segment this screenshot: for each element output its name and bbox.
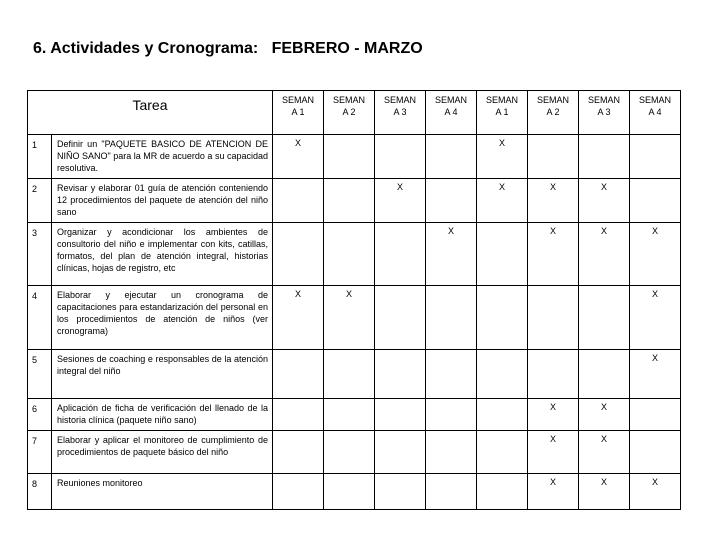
week-header-line2: A 4	[648, 107, 662, 117]
week-header-line2: A 4	[444, 107, 458, 117]
row-number: 5	[28, 350, 52, 399]
task-description: Aplicación de ficha de verificación del llenado de la historia clínica (paquete niño sano)	[52, 399, 273, 431]
schedule-cell-week-6	[528, 474, 579, 510]
schedule-cell-week-4	[426, 399, 477, 431]
schedule-cell-week-7	[579, 350, 630, 399]
schedule-cell-week-1	[273, 474, 324, 510]
schedule-mark: X	[651, 226, 658, 236]
week-header-7	[579, 91, 630, 135]
schedule-cell-week-4	[426, 474, 477, 510]
schedule-cell-week-4	[426, 286, 477, 350]
schedule-mark: X	[549, 477, 556, 487]
schedule-cell-week-8	[630, 350, 681, 399]
schedule-cell-week-1	[273, 135, 324, 179]
table-row	[28, 431, 681, 474]
week-header-4	[426, 91, 477, 135]
schedule-cell-week-7	[579, 223, 630, 286]
week-header-line1: SEMAN	[536, 95, 569, 105]
schedule-cell-week-5	[477, 286, 528, 350]
row-number: 3	[28, 223, 52, 286]
week-header-8	[630, 91, 681, 135]
schedule-mark: X	[396, 182, 403, 192]
week-header-line1: SEMAN	[434, 95, 467, 105]
schedule-mark: X	[549, 226, 556, 236]
row-number: 4	[28, 286, 52, 350]
schedule-cell-week-6	[528, 223, 579, 286]
week-header-line1: SEMAN	[587, 95, 620, 105]
task-description: Sesiones de coaching e responsables de la atención integral del niño	[52, 350, 273, 399]
schedule-cell-week-2	[324, 399, 375, 431]
schedule-cell-week-7	[579, 286, 630, 350]
row-number: 1	[28, 135, 52, 179]
schedule-cell-week-2	[324, 431, 375, 474]
header-row	[28, 91, 681, 135]
task-description: Elaborar y aplicar el monitoreo de cumplimiento de procedimientos de paquete básico del niño	[52, 431, 273, 474]
schedule-cell-week-7	[579, 179, 630, 223]
schedule-mark: X	[549, 402, 556, 412]
table-row	[28, 135, 681, 179]
schedule-cell-week-5	[477, 431, 528, 474]
week-header-line2: A 3	[597, 107, 611, 117]
schedule-cell-week-8	[630, 286, 681, 350]
task-description: Revisar y elaborar 01 guía de atención conteniendo 12 procedimientos del paquete de atención del niño sano	[52, 179, 273, 223]
schedule-cell-week-5	[477, 350, 528, 399]
schedule-cell-week-8	[630, 399, 681, 431]
schedule-cell-week-7	[579, 474, 630, 510]
row-number: 8	[28, 474, 52, 510]
week-header-line1: SEMAN	[638, 95, 671, 105]
schedule-cell-week-4	[426, 223, 477, 286]
schedule-cell-week-1	[273, 223, 324, 286]
schedule-cell-week-3	[375, 179, 426, 223]
week-header-line2: A 1	[291, 107, 305, 117]
schedule-cell-week-2	[324, 350, 375, 399]
schedule-cell-week-4	[426, 431, 477, 474]
schedule-mark: X	[498, 138, 505, 148]
schedule-cell-week-6	[528, 431, 579, 474]
schedule-mark: X	[345, 289, 352, 299]
schedule-cell-week-2	[324, 474, 375, 510]
schedule-cell-week-8	[630, 135, 681, 179]
schedule-cell-week-1	[273, 399, 324, 431]
week-header-line1: SEMAN	[383, 95, 416, 105]
schedule-cell-week-2	[324, 286, 375, 350]
row-number: 2	[28, 179, 52, 223]
schedule-cell-week-6	[528, 135, 579, 179]
table-row	[28, 223, 681, 286]
schedule-mark: X	[651, 353, 658, 363]
week-header-5	[477, 91, 528, 135]
week-header-line1: SEMAN	[332, 95, 365, 105]
schedule-cell-week-8	[630, 474, 681, 510]
task-column-header: Tarea	[28, 91, 273, 135]
week-header-line1: SEMAN	[485, 95, 518, 105]
schedule-mark: X	[600, 402, 607, 412]
schedule-cell-week-7	[579, 135, 630, 179]
schedule-cell-week-3	[375, 135, 426, 179]
schedule-table	[27, 90, 681, 510]
schedule-mark: X	[498, 182, 505, 192]
schedule-mark: X	[549, 182, 556, 192]
schedule-mark: X	[294, 138, 301, 148]
schedule-cell-week-3	[375, 474, 426, 510]
schedule-cell-week-1	[273, 179, 324, 223]
schedule-cell-week-3	[375, 286, 426, 350]
schedule-cell-week-6	[528, 350, 579, 399]
table-row	[28, 399, 681, 431]
schedule-cell-week-8	[630, 179, 681, 223]
schedule-cell-week-8	[630, 223, 681, 286]
schedule-cell-week-3	[375, 431, 426, 474]
week-header-line1: SEMAN	[281, 95, 314, 105]
schedule-mark: X	[600, 182, 607, 192]
schedule-cell-week-5	[477, 135, 528, 179]
schedule-cell-week-3	[375, 399, 426, 431]
schedule-cell-week-3	[375, 350, 426, 399]
schedule-cell-week-5	[477, 399, 528, 431]
schedule-cell-week-3	[375, 223, 426, 286]
week-header-line2: A 2	[546, 107, 560, 117]
schedule-mark: X	[600, 434, 607, 444]
task-description: Definir un "PAQUETE BASICO DE ATENCION DE NIÑO SANO" para la MR de acuerdo a su capacidad resolutiva.	[52, 135, 273, 179]
schedule-mark: X	[651, 289, 658, 299]
schedule-cell-week-1	[273, 350, 324, 399]
schedule-cell-week-6	[528, 399, 579, 431]
week-header-1	[273, 91, 324, 135]
task-description: Elaborar y ejecutar un cronograma de capacitaciones para estandarización del personal en los procedimientos de atención de niños (ver cronograma)	[52, 286, 273, 350]
schedule-cell-week-2	[324, 135, 375, 179]
row-number: 6	[28, 399, 52, 431]
schedule-cell-week-6	[528, 179, 579, 223]
schedule-cell-week-1	[273, 431, 324, 474]
schedule-cell-week-5	[477, 223, 528, 286]
schedule-body	[28, 91, 681, 510]
week-header-line2: A 1	[495, 107, 509, 117]
table-row	[28, 474, 681, 510]
schedule-cell-week-4	[426, 135, 477, 179]
table-row	[28, 350, 681, 399]
schedule-cell-week-5	[477, 179, 528, 223]
week-header-3	[375, 91, 426, 135]
week-header-line2: A 3	[393, 107, 407, 117]
task-description: Reuniones monitoreo	[52, 474, 273, 510]
schedule-cell-week-1	[273, 286, 324, 350]
week-header-6	[528, 91, 579, 135]
schedule-cell-week-8	[630, 431, 681, 474]
schedule-mark: X	[549, 434, 556, 444]
schedule-cell-week-2	[324, 223, 375, 286]
week-header-2	[324, 91, 375, 135]
schedule-cell-week-7	[579, 399, 630, 431]
schedule-cell-week-5	[477, 474, 528, 510]
schedule-cell-week-4	[426, 179, 477, 223]
table-row	[28, 179, 681, 223]
schedule-cell-week-4	[426, 350, 477, 399]
schedule-mark: X	[447, 226, 454, 236]
row-number: 7	[28, 431, 52, 474]
page-title: 6. Actividades y Cronograma: FEBRERO - MARZO	[33, 40, 423, 57]
week-header-line2: A 2	[342, 107, 356, 117]
schedule-mark: X	[651, 477, 658, 487]
schedule-mark: X	[294, 289, 301, 299]
table-row	[28, 286, 681, 350]
schedule-mark: X	[600, 477, 607, 487]
task-description: Organizar y acondicionar los ambientes de consultorio del niño e implementar con kits, catillas, formatos, del plan de atención integral, historias clínicas, hojas de registro, etc	[52, 223, 273, 286]
schedule-cell-week-7	[579, 431, 630, 474]
schedule-cell-week-2	[324, 179, 375, 223]
schedule-mark: X	[600, 226, 607, 236]
schedule-cell-week-6	[528, 286, 579, 350]
